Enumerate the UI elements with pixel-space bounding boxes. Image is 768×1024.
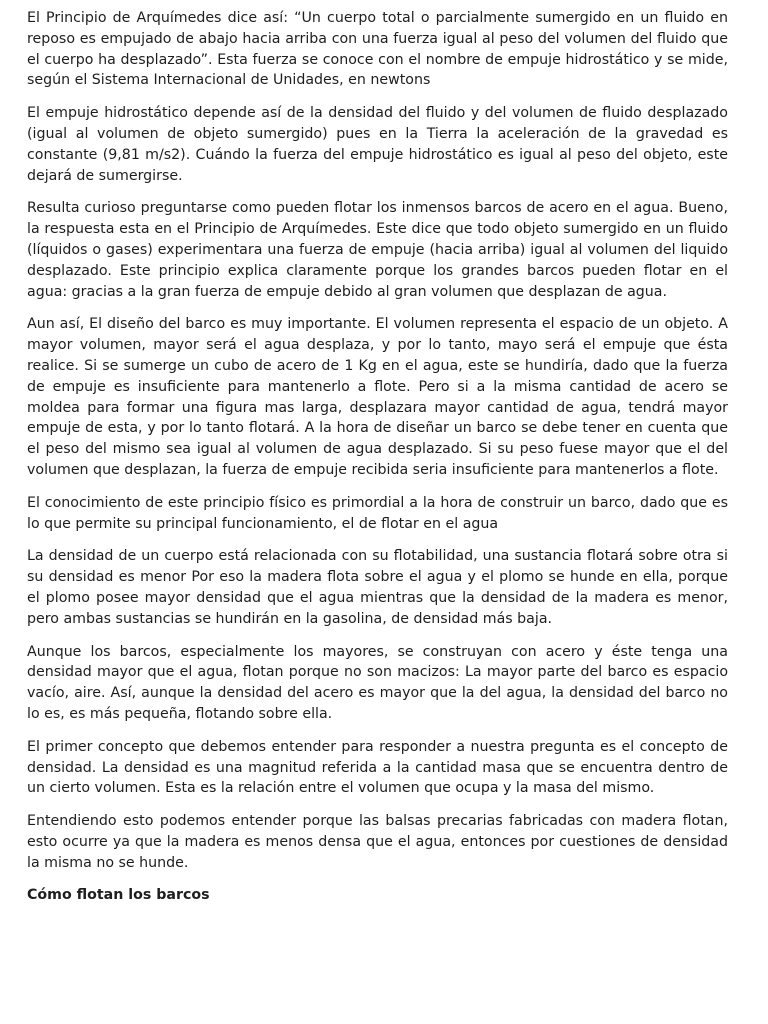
paragraph-archimedes-principle: El Principio de Arquímedes dice así: “Un cuerpo total o parcialmente sumergido en un fluido en reposo es empujado de abajo hacia arriba con una fuerza igual al peso del volumen del fluido que el cuerpo ha desplazado”. Esta fuerza se conoce con el nombre de empuje hidrostático y se mide, según el Sistema Internacional de Unidades, en newtons: [27, 10, 728, 89]
paragraph-hydrostatic-thrust: El empuje hidrostático depende así de la densidad del fluido y del volumen de fluido desplazado (igual al volumen de objeto sumergido) pues en la Tierra la aceleración de la gravedad es constante (9,81 m/s2). Cuándo la fuerza del empuje hidrostático es igual al peso del objeto, este dejará de sumergirse.: [27, 105, 728, 184]
section-heading: Cómo flotan los barcos: [27, 887, 210, 904]
paragraph-principle-knowledge: El conocimiento de este principio físico es primordial a la hora de construir un barco, dado que es lo que permite su principal funcionamiento, el de flotar en el agua: [27, 494, 728, 532]
paragraph-ship-design: Aun así, El diseño del barco es muy importante. El volumen representa el espacio de un objeto. A mayor volumen, mayor será el agua desplaza, y por lo tanto, mayo será el empuje que ésta realice. Si se sumerge un cubo de acero de 1 Kg en el agua, este se hundiría, dado que la fuerza de empuje es insuficiente para mantenerlo a flote. Pero si a la misma cantidad de acero se moldea para formar una figura mas larga, desplazara mayor cantidad de agua, tendrá mayor empuje de esta, y por lo tanto flotará. A la hora de diseñar un barco se debe tener en cuenta que el peso del mismo sea igual al volumen de agua desplazado. Si su peso fuese mayor que el del volumen que desplazan, la fuerza de empuje recibida seria insuficiente para mantenerlos a flote.: [27, 316, 728, 478]
paragraph-hollow-ships: Aunque los barcos, especialmente los mayores, se construyan con acero y éste tenga una densidad mayor que el agua, flotan porque no son macizos: La mayor parte del barco es espacio vacío, aire. Así, aunque la densidad del acero es mayor que la del agua, la densidad del barco no lo es, es más pequeña, flotando sobre ella.: [27, 643, 728, 722]
paragraph-density-flotation: La densidad de un cuerpo está relacionada con su flotabilidad, una sustancia flotará sobre otra si su densidad es menor Por eso la madera flota sobre el agua y el plomo se hunde en ella, porque el plomo posee mayor densidad que el agua mientras que la densidad de la madera es menor, pero ambas sustancias se hundirán en la gasolina, de densidad más baja.: [27, 548, 728, 627]
paragraph-steel-ships: Resulta curioso preguntarse como pueden flotar los inmensos barcos de acero en el agua. Bueno, la respuesta esta en el Principio de Arquímedes. Este dice que todo objeto sumergido en un fluido (líquidos o gases) experimentara una fuerza de empuje (hacia arriba) igual al volumen del liquido desplazado. Este principio explica claramente porque los grandes barcos pueden flotar en el agua: gracias a la gran fuerza de empuje debido al gran volumen que desplazan de agua.: [27, 200, 728, 300]
paragraph-wooden-rafts: Entendiendo esto podemos entender porque las balsas precarias fabricadas con madera flotan, esto ocurre ya que la madera es menos densa que el agua, entonces por cuestiones de densidad la misma no se hunde.: [27, 813, 728, 871]
paragraph-density-concept: El primer concepto que debemos entender para responder a nuestra pregunta es el concepto de densidad. La densidad es una magnitud referida a la cantidad masa que se encuentra dentro de un cierto volumen. Esta es la relación entre el volumen que ocupa y la masa del mismo.: [27, 738, 728, 797]
